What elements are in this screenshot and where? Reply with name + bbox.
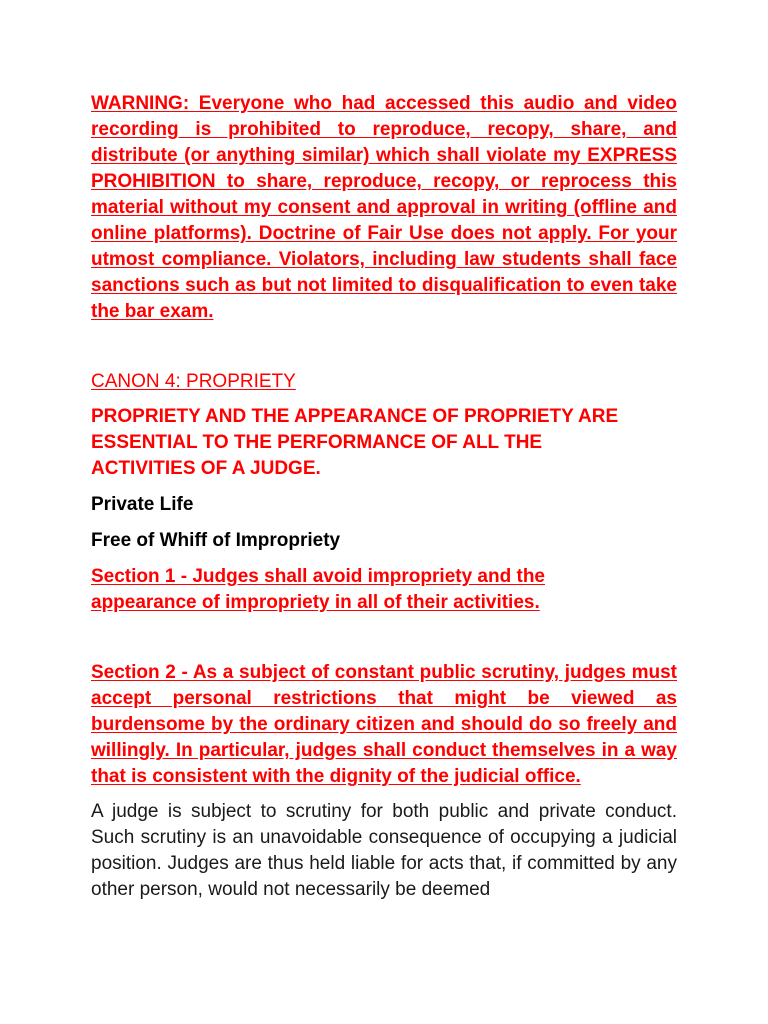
section-1-line: Section 1 - Judges shall avoid impropriety and the <box>91 566 545 587</box>
canon-statement-line: PROPRIETY AND THE APPEARANCE OF PROPRIETY ARE <box>91 406 619 427</box>
body-paragraph: A judge is subject to scrutiny for both public and private conduct. Such scrutiny is an unavoidable consequence of occupying a judicial position. Judges are thus held liable for acts that, if committed by any other person, would not necessarily be deemed <box>91 801 677 900</box>
warning-notice: WARNING: Everyone who had accessed this audio and video recording is prohibited to reproduce, recopy, share, and distribute (or anything similar) which shall violate my EXPRESS PROHIBITION to share, reproduce, recopy, or reprocess this material without my consent and approval in writing (offline and online platforms). Doctrine of Fair Use does not apply. For your utmost compliance. Violators, including law students shall face sanctions such as but not limited to disqualification to even take the bar exam. <box>91 93 677 322</box>
section-1-line: appearance of impropriety in all of their activities. <box>91 592 540 613</box>
document-content <box>91 91 677 903</box>
section-2: Section 2 - As a subject of constant public scrutiny, judges must accept personal restrictions that might be viewed as burdensome by the ordinary citizen and should do so freely and willingly. In particular, judges shall conduct themselves in a way that is consistent with the dignity of the judicial office. <box>91 662 677 787</box>
canon-statement-line: ESSENTIAL TO THE PERFORMANCE OF ALL THE <box>91 432 543 453</box>
subheading-private-life: Private Life <box>91 494 194 515</box>
section-1 <box>91 564 677 616</box>
canon-heading: CANON 4: PROPRIETY <box>91 371 296 392</box>
subheading-free-of-whiff: Free of Whiff of Impropriety <box>91 530 341 551</box>
canon-statement-line: ACTIVITIES OF A JUDGE. <box>91 458 321 479</box>
canon-statement <box>91 404 677 482</box>
